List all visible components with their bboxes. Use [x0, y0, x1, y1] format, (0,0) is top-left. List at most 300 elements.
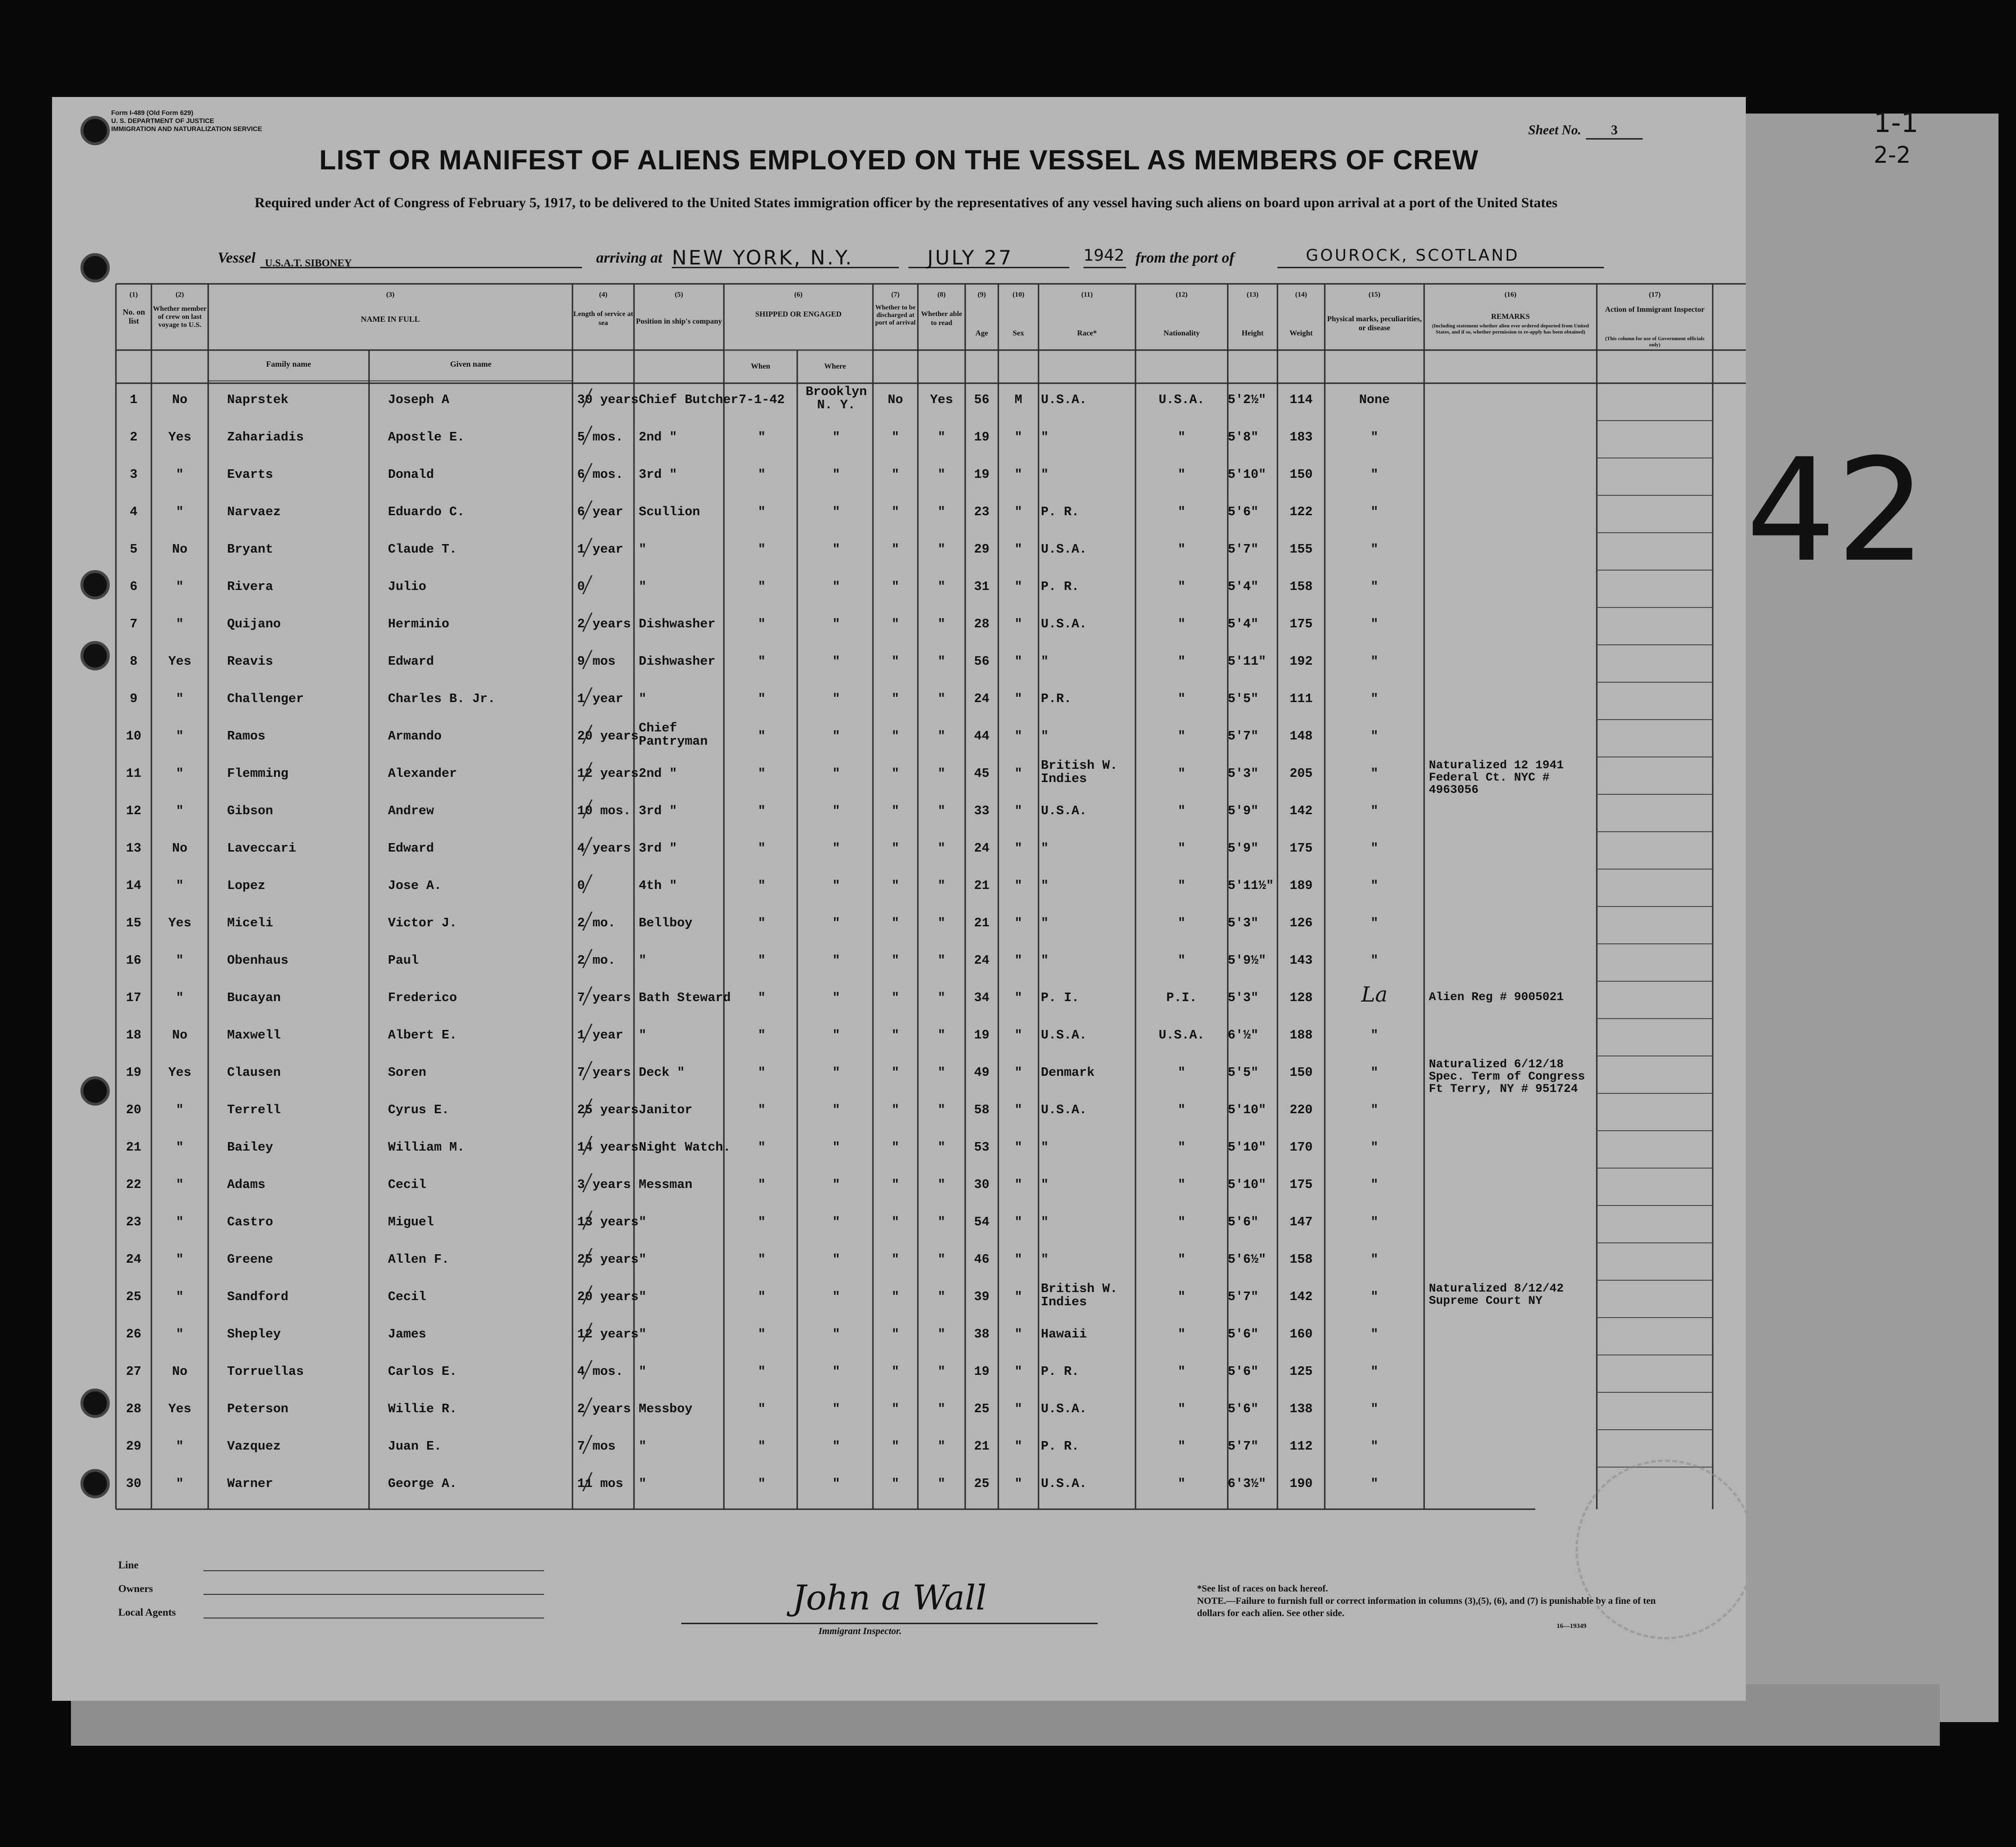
sex: " [1014, 655, 1022, 669]
weight: 142 [1289, 804, 1313, 818]
position: " [639, 1440, 647, 1454]
position: Messman [639, 1178, 693, 1192]
arriving-label: arriving at [596, 249, 662, 266]
nationality: " [1178, 1103, 1186, 1117]
signature-line [681, 1623, 1098, 1624]
row-number: 17 [126, 991, 141, 1005]
height: 5'2½" [1228, 393, 1267, 407]
given-name: Cyrus E. [388, 1103, 449, 1117]
nationality: " [1178, 617, 1186, 632]
table-row [52, 1097, 1746, 1125]
position: " [639, 692, 647, 706]
given-name: Miguel [388, 1215, 434, 1230]
col-num-13: (13) [1247, 291, 1259, 299]
weight: 111 [1289, 692, 1313, 706]
table-row [52, 1171, 1746, 1200]
length-of-service: 14 years [577, 1141, 639, 1155]
family-name: Adams [227, 1178, 266, 1192]
given-name: Jose A. [388, 879, 442, 893]
length-of-service: 5 mos. [577, 431, 624, 445]
family-name: Castro [227, 1215, 273, 1230]
races-note: *See list of races on back hereof. [1197, 1583, 1328, 1594]
position: Chief Butcher [639, 393, 739, 407]
position: " [639, 1477, 647, 1491]
discharge: " [891, 1253, 899, 1267]
age: 19 [974, 431, 990, 445]
sheet-no-value: 3 [1586, 123, 1643, 140]
age: 25 [974, 1477, 990, 1491]
height: 5'3" [1228, 916, 1259, 931]
position: " [639, 954, 647, 968]
physical-marks: " [1370, 804, 1379, 818]
given-name: Cecil [388, 1290, 427, 1304]
age: 39 [974, 1290, 990, 1304]
sex: " [1014, 1477, 1022, 1491]
able-to-read: " [937, 767, 946, 781]
family-name: Bryant [227, 543, 273, 557]
discharge: " [891, 431, 899, 445]
nationality: " [1178, 1178, 1186, 1192]
physical-marks: " [1370, 1103, 1379, 1117]
nationality: " [1178, 1328, 1186, 1342]
physical-marks: " [1370, 1066, 1379, 1080]
position: Chief Pantryman [639, 721, 708, 749]
shipped-where: " [832, 1066, 840, 1080]
nationality: " [1178, 730, 1186, 744]
shipped-where: " [832, 617, 840, 632]
height: 6'½" [1228, 1029, 1259, 1043]
department-name: U. S. DEPARTMENT OF JUSTICE [111, 117, 214, 124]
physical-marks: " [1370, 1253, 1379, 1267]
age: 38 [974, 1328, 990, 1342]
table-row [52, 1433, 1746, 1461]
race: P.R. [1041, 692, 1072, 706]
sex: " [1014, 804, 1022, 818]
discharge: " [891, 954, 899, 968]
arriving-port: NEW YORK, N.Y. [672, 246, 854, 269]
age: 31 [974, 580, 990, 594]
height: 5'8" [1228, 431, 1259, 445]
given-name: Donald [388, 468, 434, 482]
length-of-service: 3 years [577, 1178, 631, 1192]
age: 44 [974, 730, 990, 744]
table-row [52, 536, 1746, 564]
family-name: Bailey [227, 1141, 273, 1155]
header-when: When [751, 362, 770, 370]
table-row [52, 1246, 1746, 1275]
shipped-where: " [832, 767, 840, 781]
col-num-12: (12) [1176, 291, 1188, 299]
position: " [639, 580, 647, 594]
row-number: 26 [126, 1328, 141, 1342]
table-row [52, 872, 1746, 901]
race: U.S.A. [1041, 1029, 1087, 1043]
position: " [639, 1215, 647, 1230]
service-name: IMMIGRATION AND NATURALIZATION SERVICE [111, 125, 262, 132]
header-family-name: Family name [266, 360, 311, 369]
race: P. R. [1041, 1365, 1080, 1379]
shipped-where: " [832, 431, 840, 445]
weight: 114 [1289, 393, 1313, 407]
row-number: 4 [130, 505, 138, 519]
race: " [1041, 879, 1049, 893]
nationality: " [1178, 804, 1186, 818]
weight: 150 [1289, 468, 1313, 482]
length-of-service: 12 years [577, 1328, 639, 1342]
header-where: Where [824, 362, 846, 370]
discharge: " [891, 991, 899, 1005]
nationality: " [1178, 1365, 1186, 1379]
physical-marks: " [1370, 916, 1379, 931]
nationality: " [1178, 468, 1186, 482]
penalty-note: NOTE.—Failure to furnish full or correct information in columns (3),(5), (6), and (7) is punishable by a fine of ten dollars for each alien. See other side. [1197, 1596, 1656, 1618]
length-of-service: 13 years [577, 1215, 639, 1230]
position: 2nd " [639, 767, 678, 781]
sex: " [1014, 1328, 1022, 1342]
col-num-3: (3) [386, 291, 395, 299]
shipped-when: " [757, 1290, 766, 1304]
height: 5'5" [1228, 1066, 1259, 1080]
physical-marks: " [1370, 1029, 1379, 1043]
race: U.S.A. [1041, 1402, 1087, 1416]
shipped-when: " [757, 1402, 766, 1416]
given-name: Frederico [388, 991, 457, 1005]
col-num-2: (2) [176, 291, 184, 299]
row-number: 13 [126, 842, 141, 856]
shipped-when: " [757, 767, 766, 781]
row-number: 15 [126, 916, 141, 931]
col-num-9: (9) [977, 291, 986, 299]
header-shipped-engaged: SHIPPED OR ENGAGED [755, 310, 842, 318]
sex: " [1014, 692, 1022, 706]
given-name: James [388, 1328, 427, 1342]
age: 19 [974, 1365, 990, 1379]
table-row [52, 1470, 1746, 1499]
position: Scullion [639, 505, 700, 519]
height: 5'10" [1228, 1103, 1267, 1117]
able-to-read: " [937, 1290, 946, 1304]
header-action-note: (This column for use of Government officials only) [1605, 336, 1705, 348]
discharge: " [891, 1365, 899, 1379]
height: 5'6" [1228, 1215, 1259, 1230]
race: " [1041, 842, 1049, 856]
weight: 175 [1289, 617, 1313, 632]
nationality: " [1178, 655, 1186, 669]
length-of-service: 0 [577, 879, 585, 893]
shipped-where: " [832, 730, 840, 744]
crew-status: " [176, 1477, 184, 1491]
row-number: 3 [130, 468, 138, 482]
family-name: Maxwell [227, 1029, 281, 1043]
discharge: " [891, 1440, 899, 1454]
given-name: Claude T. [388, 543, 457, 557]
height: 5'6" [1228, 1328, 1259, 1342]
race: " [1041, 730, 1049, 744]
family-name: Vazquez [227, 1440, 281, 1454]
nationality: " [1178, 505, 1186, 519]
physical-marks: " [1370, 730, 1379, 744]
nationality: U.S.A. [1158, 393, 1205, 407]
shipped-when: " [757, 1365, 766, 1379]
race: " [1041, 1215, 1049, 1230]
crew-status: " [176, 1141, 184, 1155]
length-of-service: 1 year [577, 692, 624, 706]
sex: " [1014, 1066, 1022, 1080]
col-num-11: (11) [1081, 291, 1093, 299]
able-to-read: " [937, 1477, 946, 1491]
row-number: 23 [126, 1215, 141, 1230]
shipped-when: " [757, 692, 766, 706]
weight: 125 [1289, 1365, 1313, 1379]
given-name: Charles B. Jr. [388, 692, 495, 706]
row-number: 6 [130, 580, 138, 594]
shipped-where: " [832, 804, 840, 818]
given-name: Andrew [388, 804, 434, 818]
weight: 220 [1289, 1103, 1313, 1117]
able-to-read: " [937, 1440, 946, 1454]
sex: " [1014, 1440, 1022, 1454]
length-of-service: 25 years [577, 1253, 639, 1267]
shipped-where: " [832, 1103, 840, 1117]
given-name: Herminio [388, 617, 449, 632]
able-to-read: " [937, 617, 946, 632]
weight: 138 [1289, 1402, 1313, 1416]
physical-marks: " [1370, 1365, 1379, 1379]
race: " [1041, 1253, 1049, 1267]
col-num-6: (6) [794, 291, 803, 299]
race: Denmark [1041, 1066, 1095, 1080]
shipped-when: " [757, 468, 766, 482]
length-of-service: 7 years [577, 1066, 631, 1080]
document-title: LIST OR MANIFEST OF ALIENS EMPLOYED ON THE VESSEL AS MEMBERS OF CREW [319, 145, 1479, 176]
able-to-read: " [937, 1402, 946, 1416]
height: 5'3" [1228, 767, 1259, 781]
nationality: " [1178, 580, 1186, 594]
table-row [52, 573, 1746, 602]
position: Dishwasher [639, 655, 716, 669]
sex: " [1014, 916, 1022, 931]
family-name: Reavis [227, 655, 273, 669]
shipped-where: " [832, 580, 840, 594]
height: 5'7" [1228, 543, 1259, 557]
position: 3rd " [639, 842, 678, 856]
row-number: 16 [126, 954, 141, 968]
position: Night Watch. [639, 1141, 731, 1155]
nationality: U.S.A. [1158, 1029, 1205, 1043]
weight: 189 [1289, 879, 1313, 893]
age: 24 [974, 954, 990, 968]
shipped-where: " [832, 1440, 840, 1454]
weight: 142 [1289, 1290, 1313, 1304]
physical-marks: " [1370, 617, 1379, 632]
shipped-where: " [832, 468, 840, 482]
position: Dishwasher [639, 617, 716, 632]
position: Bellboy [639, 916, 693, 931]
weight: 148 [1289, 730, 1313, 744]
family-name: Torruellas [227, 1365, 304, 1379]
race: " [1041, 954, 1049, 968]
line-label: Line [118, 1559, 139, 1571]
age: 19 [974, 468, 990, 482]
length-of-service: 6 mos. [577, 468, 624, 482]
physical-marks: " [1370, 1178, 1379, 1192]
table-row [52, 648, 1746, 677]
shipped-where: " [832, 1477, 840, 1491]
length-of-service: 4 mos. [577, 1365, 624, 1379]
shipped-when: 7-1-42 [739, 393, 785, 407]
header-length-of-service: Length of service at sea [573, 310, 634, 327]
row-number: 11 [126, 767, 141, 781]
shipped-when: " [757, 916, 766, 931]
position: 3rd " [639, 804, 678, 818]
age: 29 [974, 543, 990, 557]
col-num-14: (14) [1295, 291, 1307, 299]
height: 5'7" [1228, 1440, 1259, 1454]
given-name: Soren [388, 1066, 427, 1080]
physical-marks: " [1370, 842, 1379, 856]
shipped-when: " [757, 879, 766, 893]
sex: " [1014, 1290, 1022, 1304]
position: Bath Steward [639, 991, 731, 1005]
shipped-where: " [832, 1402, 840, 1416]
table-row [52, 387, 1746, 415]
age: 58 [974, 1103, 990, 1117]
physical-marks: " [1370, 431, 1379, 445]
discharge: " [891, 879, 899, 893]
crew-status: " [176, 468, 184, 482]
family-name: Evarts [227, 468, 273, 482]
length-of-service: 25 years [577, 1103, 639, 1117]
position: " [639, 1253, 647, 1267]
header-name-in-full: NAME IN FULL [361, 315, 420, 324]
row-number: 25 [126, 1290, 141, 1304]
col-num-15: (15) [1368, 291, 1381, 299]
discharge: No [888, 393, 903, 407]
document-subtitle: Required under Act of Congress of February 5, 1917, to be delivered to the United States immigration officer by the representatives of any vessel having such aliens on board upon arrival at a port of the United States [255, 195, 1558, 211]
row-number: 27 [126, 1365, 141, 1379]
shipped-when: " [757, 1029, 766, 1043]
table-row [52, 723, 1746, 751]
shipped-where: " [832, 1253, 840, 1267]
nationality: " [1178, 916, 1186, 931]
crew-status: " [176, 692, 184, 706]
height: 5'11" [1228, 655, 1267, 669]
margin-note-top-1: 1-1 [1874, 106, 1919, 139]
shipped-where: " [832, 505, 840, 519]
able-to-read: " [937, 1253, 946, 1267]
race: " [1041, 431, 1049, 445]
nationality: " [1178, 879, 1186, 893]
age: 46 [974, 1253, 990, 1267]
sex: " [1014, 1253, 1022, 1267]
header-given-name: Given name [450, 360, 492, 369]
physical-marks: " [1370, 505, 1379, 519]
weight: 205 [1289, 767, 1313, 781]
able-to-read: " [937, 1029, 946, 1043]
length-of-service: 1 year [577, 1029, 624, 1043]
height: 5'10" [1228, 468, 1267, 482]
row-number: 12 [126, 804, 141, 818]
able-to-read: " [937, 468, 946, 482]
able-to-read: " [937, 1328, 946, 1342]
sex: " [1014, 842, 1022, 856]
row-number: 8 [130, 655, 138, 669]
given-name: Carlos E. [388, 1365, 457, 1379]
age: 28 [974, 617, 990, 632]
length-of-service: 20 years [577, 730, 639, 744]
remarks: Naturalized 6/12/18 Spec. Term of Congress Ft Terry, NY # 951724 [1429, 1057, 1585, 1096]
crew-status: " [176, 879, 184, 893]
able-to-read: " [937, 1365, 946, 1379]
crew-status: " [176, 1103, 184, 1117]
family-name: Laveccari [227, 842, 296, 856]
table-row [52, 1358, 1746, 1387]
shipped-when: " [757, 1066, 766, 1080]
nationality: " [1178, 1066, 1186, 1080]
able-to-read: " [937, 804, 946, 818]
given-name: Albert E. [388, 1029, 457, 1043]
race: " [1041, 468, 1049, 482]
table-row [52, 686, 1746, 714]
age: 24 [974, 842, 990, 856]
local-agents-label: Local Agents [118, 1606, 176, 1618]
family-name: Shepley [227, 1328, 281, 1342]
footer-note [1197, 1583, 1670, 1619]
height: 5'10" [1228, 1141, 1267, 1155]
shipped-when: " [757, 1215, 766, 1230]
discharge: " [891, 1290, 899, 1304]
able-to-read: " [937, 1066, 946, 1080]
given-name: Allen F. [388, 1253, 449, 1267]
sex: " [1014, 505, 1022, 519]
family-name: Rivera [227, 580, 273, 594]
height: 5'9½" [1228, 954, 1267, 968]
table-row [52, 758, 1746, 797]
table-row [52, 1057, 1746, 1096]
header-action-inspector: Action of Immigrant Inspector [1605, 306, 1705, 314]
weight: 188 [1289, 1029, 1313, 1043]
col-num-8: (8) [937, 291, 946, 299]
length-of-service: 1 year [577, 543, 624, 557]
age: 21 [974, 1440, 990, 1454]
remarks: Alien Reg # 9005021 [1429, 990, 1564, 1004]
weight: 192 [1289, 655, 1313, 669]
header-weight: Weight [1289, 329, 1313, 337]
shipped-where: " [832, 1215, 840, 1230]
row-number: 9 [130, 692, 138, 706]
nationality: " [1178, 767, 1186, 781]
discharge: " [891, 655, 899, 669]
discharge: " [891, 1141, 899, 1155]
table-row [52, 910, 1746, 938]
crew-status: No [172, 543, 188, 557]
physical-marks: " [1370, 1328, 1379, 1342]
given-name: Joseph A [388, 393, 449, 407]
discharge: " [891, 1477, 899, 1491]
shipped-when: " [757, 1477, 766, 1491]
crew-status: No [172, 393, 188, 407]
weight: 158 [1289, 1253, 1313, 1267]
discharge: " [891, 1029, 899, 1043]
row-number: 14 [126, 879, 141, 893]
length-of-service: 0 [577, 580, 585, 594]
family-name: Ramos [227, 730, 266, 744]
age: 53 [974, 1141, 990, 1155]
shipped-when: " [757, 505, 766, 519]
table-row [52, 1209, 1746, 1237]
sex: " [1014, 879, 1022, 893]
table-row [52, 1396, 1746, 1424]
